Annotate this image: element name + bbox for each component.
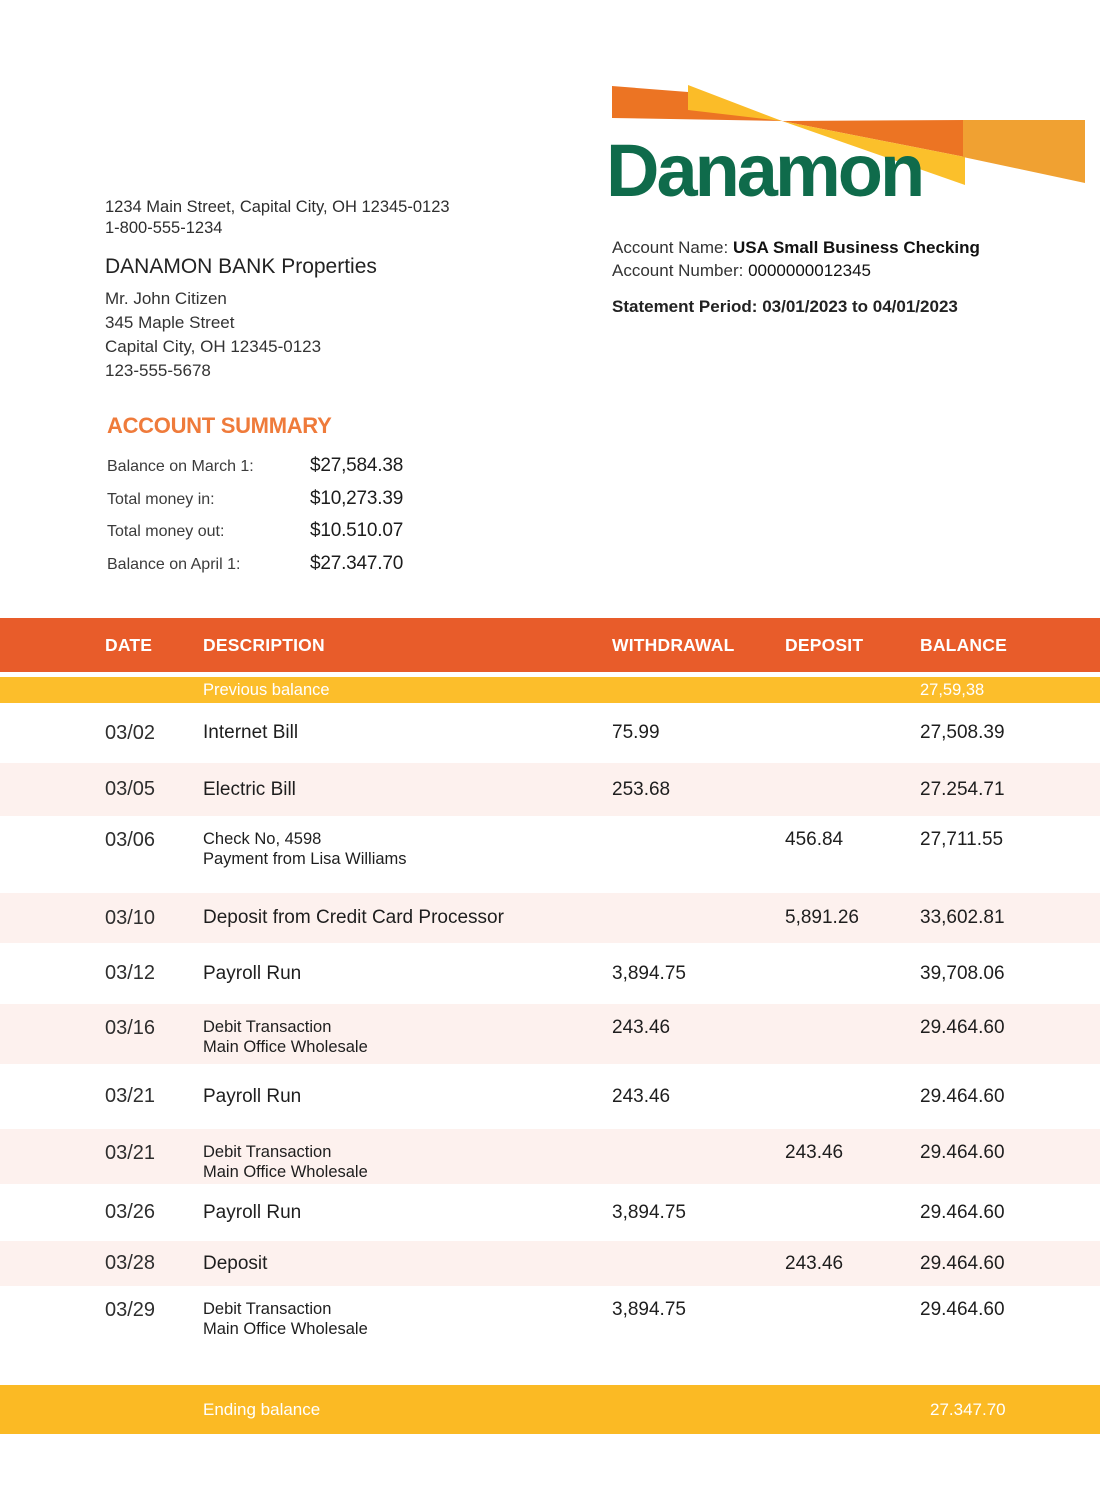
statement-period: Statement Period: 03/01/2023 to 04/01/2023 bbox=[612, 297, 958, 316]
summary-label: Total money out: bbox=[107, 523, 225, 540]
transaction-date: 03/26 bbox=[105, 1201, 156, 1223]
transaction-row bbox=[0, 1064, 1100, 1129]
transaction-balance: 39,708.06 bbox=[920, 962, 1005, 984]
transaction-row bbox=[0, 1004, 1100, 1064]
transaction-withdrawal: 243.46 bbox=[612, 1017, 671, 1038]
transaction-row bbox=[0, 893, 1100, 943]
logo-right-orange-block-icon bbox=[963, 120, 1085, 183]
transaction-description bbox=[202, 829, 612, 869]
account-summary bbox=[107, 413, 527, 585]
transaction-withdrawal: 3,894.75 bbox=[612, 1299, 686, 1320]
danamon-logo bbox=[608, 84, 1090, 214]
summary-label: Total money in: bbox=[107, 490, 215, 508]
previous-balance-row bbox=[0, 677, 1100, 703]
transaction-description-line1: Electric Bill bbox=[203, 778, 296, 800]
account-name-label: Account Name: bbox=[612, 238, 733, 257]
transaction-description-line1: Payroll Run bbox=[203, 1201, 302, 1223]
ending-balance-value: 27.347.70 bbox=[930, 1399, 1006, 1419]
account-number-label: Account Number: bbox=[612, 261, 749, 280]
transaction-description-line1: Debit Transaction bbox=[203, 1143, 332, 1161]
transaction-description-line1: Debit Transaction bbox=[203, 1018, 332, 1036]
summary-value: $27,584.38 bbox=[310, 455, 404, 476]
transaction-balance: 29.464.60 bbox=[920, 1201, 1005, 1223]
ending-balance-row bbox=[0, 1385, 1100, 1434]
bank-contact-block bbox=[105, 197, 450, 239]
summary-value: $27.347.70 bbox=[310, 552, 404, 574]
transaction-description-line2: Main Office Wholesale bbox=[203, 1320, 368, 1339]
previous-balance-value: 27,59,38 bbox=[920, 680, 985, 699]
transaction-balance: 27,711.55 bbox=[920, 829, 1004, 850]
summary-value: $10,273.39 bbox=[310, 487, 404, 509]
transaction-description bbox=[202, 1142, 612, 1182]
transaction-date: 03/29 bbox=[105, 1299, 156, 1321]
transaction-balance: 29.464.60 bbox=[920, 1017, 1005, 1038]
transaction-rows bbox=[0, 703, 1100, 1385]
recipient-city: Capital City, OH 12345-0123 bbox=[105, 337, 322, 356]
transaction-balance: 29.464.60 bbox=[920, 1085, 1005, 1107]
transaction-row bbox=[0, 763, 1100, 816]
transaction-withdrawal: 75.99 bbox=[612, 722, 660, 743]
transaction-description-line1: Debit Transaction bbox=[203, 1300, 332, 1318]
transaction-description bbox=[202, 1202, 612, 1224]
ending-balance-label: Ending balance bbox=[203, 1399, 321, 1419]
recipient-street: 345 Maple Street bbox=[105, 313, 235, 332]
transaction-description bbox=[202, 1017, 612, 1057]
transaction-date: 03/28 bbox=[105, 1252, 156, 1274]
header-description: DESCRIPTION bbox=[203, 634, 325, 655]
transaction-description bbox=[202, 1253, 612, 1275]
transaction-date: 03/10 bbox=[105, 906, 156, 929]
summary-label: Balance on March 1: bbox=[107, 458, 254, 475]
transaction-deposit: 456.84 bbox=[785, 829, 844, 850]
transaction-date: 03/06 bbox=[105, 829, 156, 851]
transaction-row bbox=[0, 943, 1100, 1004]
transaction-description-line1: Payroll Run bbox=[203, 962, 302, 984]
account-number-line bbox=[612, 259, 980, 282]
account-name-line bbox=[612, 236, 980, 259]
transaction-description bbox=[202, 1299, 612, 1339]
transaction-balance: 29.464.60 bbox=[920, 1142, 1005, 1163]
recipient-company: DANAMON BANK Properties bbox=[105, 255, 377, 278]
recipient-block bbox=[105, 255, 377, 383]
summary-label: Balance on April 1: bbox=[107, 555, 241, 573]
transaction-deposit: 243.46 bbox=[785, 1252, 844, 1274]
transaction-balance: 33,602.81 bbox=[920, 907, 1005, 928]
account-summary-title: ACCOUNT SUMMARY bbox=[107, 413, 332, 438]
transaction-row bbox=[0, 1286, 1100, 1385]
transaction-description bbox=[202, 722, 612, 744]
transaction-date: 03/21 bbox=[105, 1142, 156, 1164]
transaction-deposit: 243.46 bbox=[785, 1142, 844, 1163]
previous-balance-label: Previous balance bbox=[203, 680, 330, 699]
transaction-description-line1: Deposit bbox=[203, 1252, 268, 1274]
transaction-description bbox=[202, 1086, 612, 1108]
transaction-balance: 29.464.60 bbox=[920, 1252, 1005, 1274]
transaction-withdrawal: 243.46 bbox=[612, 1085, 671, 1107]
transaction-row bbox=[0, 1129, 1100, 1184]
header-balance: BALANCE bbox=[920, 634, 1007, 655]
transaction-withdrawal: 3,894.75 bbox=[612, 1201, 686, 1223]
account-name-value: USA Small Business Checking bbox=[732, 238, 980, 257]
transaction-row bbox=[0, 703, 1100, 763]
transaction-description bbox=[202, 907, 612, 929]
transactions-table bbox=[0, 618, 1100, 1434]
bank-wordmark: Danamon bbox=[606, 129, 923, 212]
account-info-block bbox=[612, 236, 980, 318]
header-withdrawal: WITHDRAWAL bbox=[612, 634, 735, 655]
recipient-name: Mr. John Citizen bbox=[105, 289, 227, 308]
table-header-row bbox=[0, 618, 1100, 672]
transaction-description-line2: Main Office Wholesale bbox=[203, 1038, 368, 1057]
transaction-description-line2: Payment from Lisa Williams bbox=[203, 850, 407, 869]
transaction-date: 03/16 bbox=[105, 1017, 156, 1039]
transaction-description bbox=[202, 779, 612, 801]
transaction-row bbox=[0, 1241, 1100, 1286]
transaction-description-line1: Internet Bill bbox=[203, 722, 299, 743]
transaction-row bbox=[0, 1184, 1100, 1241]
bank-address: 1234 Main Street, Capital City, OH 12345-0123 bbox=[105, 198, 450, 216]
summary-row bbox=[107, 488, 527, 510]
transaction-date: 03/05 bbox=[105, 778, 156, 800]
transaction-date: 03/21 bbox=[105, 1085, 156, 1107]
transaction-description-line1: Check No, 4598 bbox=[203, 830, 322, 848]
transaction-balance: 27.254.71 bbox=[920, 778, 1005, 800]
transaction-date: 03/12 bbox=[105, 962, 156, 984]
transaction-description bbox=[202, 963, 612, 985]
transaction-balance: 29.464.60 bbox=[920, 1299, 1005, 1320]
summary-row bbox=[107, 553, 527, 575]
transaction-withdrawal: 3,894.75 bbox=[612, 962, 686, 984]
summary-row bbox=[107, 455, 527, 477]
summary-value: $10.510.07 bbox=[310, 520, 404, 541]
transaction-description-line1: Payroll Run bbox=[203, 1085, 302, 1107]
transaction-description-line2: Main Office Wholesale bbox=[203, 1163, 368, 1182]
summary-row bbox=[107, 520, 527, 542]
account-number-value: 0000000012345 bbox=[748, 261, 871, 280]
header-date: DATE bbox=[105, 634, 153, 655]
transaction-row bbox=[0, 816, 1100, 893]
transaction-deposit: 5,891.26 bbox=[785, 907, 859, 928]
transaction-description-line1: Deposit from Credit Card Processor bbox=[203, 907, 504, 928]
header-deposit: DEPOSIT bbox=[785, 634, 864, 655]
transaction-date: 03/02 bbox=[105, 721, 156, 744]
transaction-balance: 27,508.39 bbox=[920, 722, 1005, 743]
bank-phone: 1-800-555-1234 bbox=[105, 219, 223, 237]
transaction-withdrawal: 253.68 bbox=[612, 778, 671, 800]
recipient-phone: 123-555-5678 bbox=[105, 361, 211, 380]
